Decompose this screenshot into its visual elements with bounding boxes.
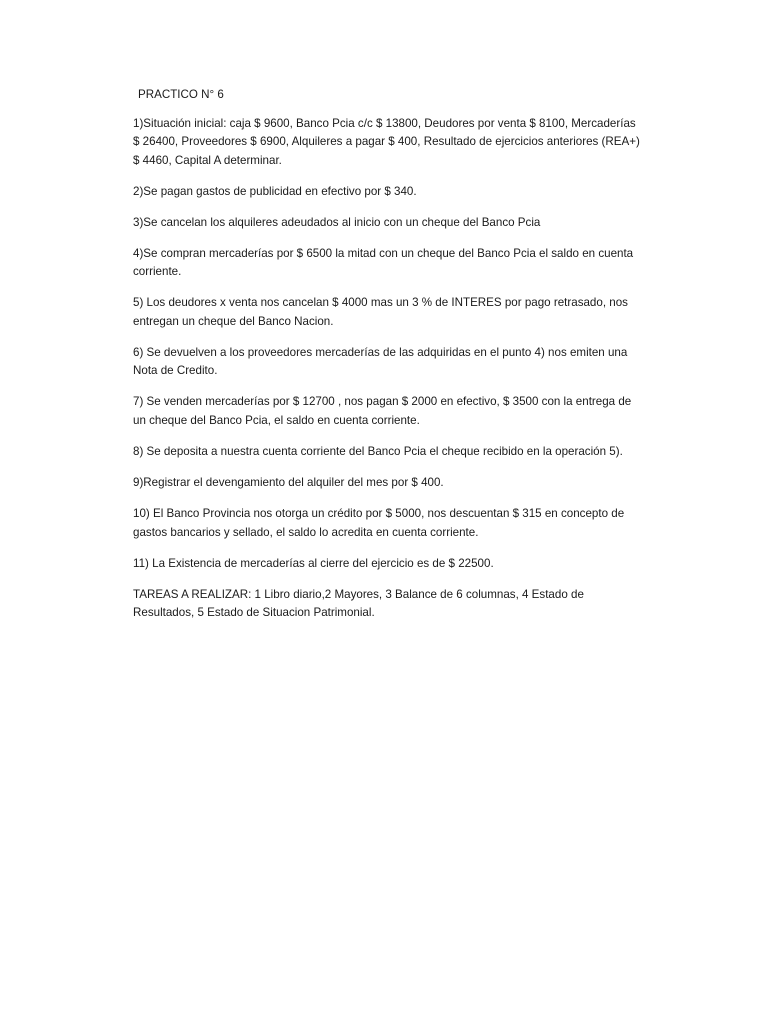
document-body (133, 86, 643, 635)
paragraph-1-initial-situation: 1)Situación inicial: caja $ 9600, Banco Pcia c/c $ 13800, Deudores por venta $ 8100, Mercaderías $ 26400, Proveedores $ 6900, Alquileres a pagar $ 400, Resultado de ejercicios anteriores (REA+) $ 4460, Capital A determinar. (133, 116, 640, 167)
paragraph-11-closing-inventory: 11) La Existencia de mercaderías al cierre del ejercicio es de $ 22500. (133, 556, 494, 570)
paragraph-8-cheque-deposit: 8) Se deposita a nuestra cuenta corriente del Banco Pcia el cheque recibido en la operación 5). (133, 445, 623, 459)
paragraph-6-merchandise-return: 6) Se devuelven a los proveedores mercaderías de las adquiridas en el punto 4) nos emiten una Nota de Credito. (133, 345, 628, 378)
document-title: PRACTICO N° 6 (138, 88, 224, 101)
paragraph-7-merchandise-sale: 7) Se venden mercaderías por $ 12700 , nos pagan $ 2000 en efectivo, $ 3500 con la entrega de un cheque del Banco Pcia, el saldo en cuenta corriente. (133, 395, 632, 428)
paragraph-4-merchandise-purchase: 4)Se compran mercaderías por $ 6500 la mitad con un cheque del Banco Pcia el saldo en cuenta corriente. (133, 246, 634, 279)
paragraph-tasks: TAREAS A REALIZAR: 1 Libro diario,2 Mayores, 3 Balance de 6 columnas, 4 Estado de Resultados, 5 Estado de Situacion Patrimonial. (133, 587, 584, 620)
paragraph-9-rent-accrual: 9)Registrar el devengamiento del alquiler del mes por $ 400. (133, 476, 444, 490)
paragraph-3-rent-payment: 3)Se cancelan los alquileres adeudados al inicio con un cheque del Banco Pcia (133, 215, 541, 229)
paragraph-5-debtor-payment: 5) Los deudores x venta nos cancelan $ 4000 mas un 3 % de INTERES por pago retrasado, nos entregan un cheque del Banco Nacion. (133, 296, 628, 328)
paragraph-10-bank-loan: 10) El Banco Provincia nos otorga un crédito por $ 5000, nos descuentan $ 315 en concepto de gastos bancarios y sellado, el saldo lo acredita en cuenta corriente. (133, 507, 625, 539)
paragraph-2-advertising-expense: 2)Se pagan gastos de publicidad en efectivo por $ 340. (133, 184, 417, 198)
